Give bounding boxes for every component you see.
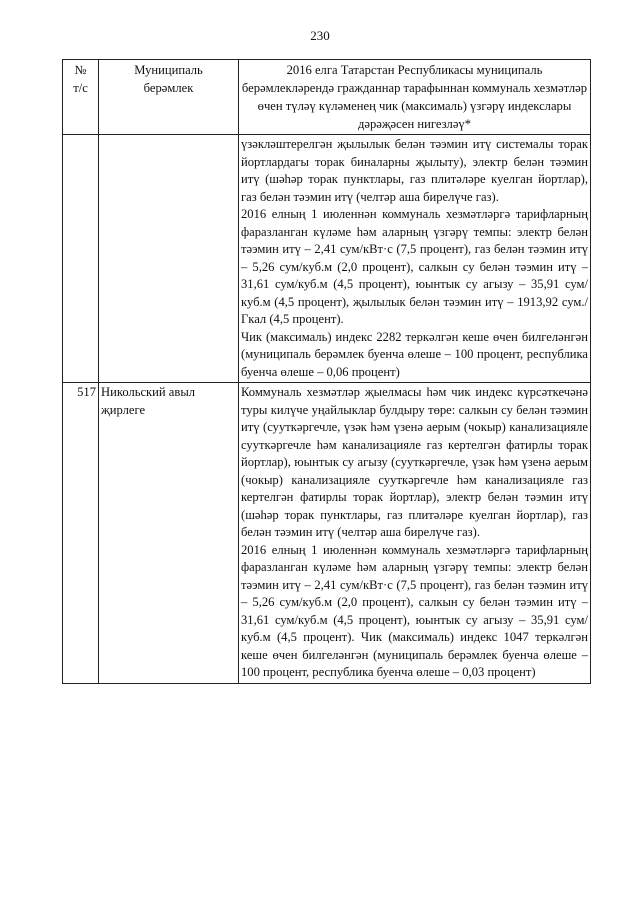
table-header-row [63, 60, 591, 135]
description-paragraph: үзәкләштерелгән җылылык белән тәэмин итү системалы торак йортлардагы торак биналарны җылыту), электр белән тәэмин итү (шәһәр торак пунктлары, газ плитәләре куелган йортлар), газ белән тәэмин итү (челтәр аша бирелүче газ). [241, 137, 588, 204]
row-description [239, 135, 591, 383]
description-paragraph: Коммуналь хезмәтләр җыелмасы һәм чик индекс күрсәткечәнә туры килүче уңайлыклар булдыру төре: салкын су белән тәэмин итү (сууткәргечле, үзәк һәм үзенә аерым (чокыр) канализацияле сууткәргечле һәм канализацияле газ кертелгән фатирлы торак йортлар), юынтык су агызу (сууткәргечле, үзәк һәм үзенә аерым (чокыр) канализацияле сууткәргечле һәм канализацияле газ кертелгән фатирлы торак йортлар), электр белән тәэмин итү (шәһәр торак пунктлары, газ плитәләре куелган йортлар), газ белән тәэмин итү (челтәр аша бирелүче газ). [241, 385, 588, 539]
tariff-index-table [62, 59, 591, 684]
row-number [63, 135, 99, 383]
header-index-text: 2016 елга Татарстан Республикасы муниципаль берәмлекләрендә гражданнар тарафыннан коммуналь хезмәтләр өчен түләү күләменең чик (максималь) үзгәрү индекслары дәрәҗәсен нигезләү* [241, 63, 588, 131]
table-row [63, 135, 591, 383]
header-number [63, 60, 99, 135]
description-paragraph: Чик (максималь) индекс 2282 теркәлгән кеше өчен билгеләнгән (муниципаль берәмлек буенча өлеше – 100 процент, республика буенча өлеше – 0,06 процент) [241, 329, 588, 379]
description-paragraph: 2016 елның 1 июленнән коммуналь хезмәтләргә тарифларның фаразланган күләме һәм аларның үзгәрү темпы: электр белән тәэмин итү – 2,41 сум/кВт·с (7,5 процент), газ белән тәэмин итү – 5,26 сум/куб.м (2,0 процент), салкын су белән тәэмин итү – 31,61 сум/куб.м (4,5 процент), юынтык су агызу – 35,91 сум/куб.м (4,5 процент). Чик (максималь) индекс 1047 теркәлгән кеше өчен билгеләнгән (муниципаль берәмлек буенча өлеше – 100 процент, республика буенча өлеше – 0,03 процент) [241, 542, 588, 679]
table-row [63, 383, 591, 684]
page-number: 230 [310, 28, 330, 43]
description-paragraph: 2016 елның 1 июленнән коммуналь хезмәтләргә тарифларның фаразланган күләме һәм аларның үзгәрү темпы: электр белән тәэмин итү – 2,41 сум/кВт·с (7,5 процент), газ белән тәэмин итү – 5,26 сум/куб.м (2,0 процент), салкын су белән тәэмин итү – 31,61 сум/куб.м (4,5 процент), юынтык су агызу – 35,91 сум/куб.м (4,5 процент), җылылык белән тәэмин итү – 1913,92 сум./Гкал (4,5 процент). [241, 207, 588, 326]
header-index [239, 60, 591, 135]
row-description [239, 383, 591, 684]
row-municipality [99, 135, 239, 383]
header-municipality-text: Муниципаль берәмлек [134, 63, 203, 95]
header-municipality [99, 60, 239, 135]
header-number-text: № т/с [73, 63, 88, 95]
row-municipality: Никольский авыл җирлеге [99, 383, 239, 684]
row-number: 517 [63, 383, 99, 684]
